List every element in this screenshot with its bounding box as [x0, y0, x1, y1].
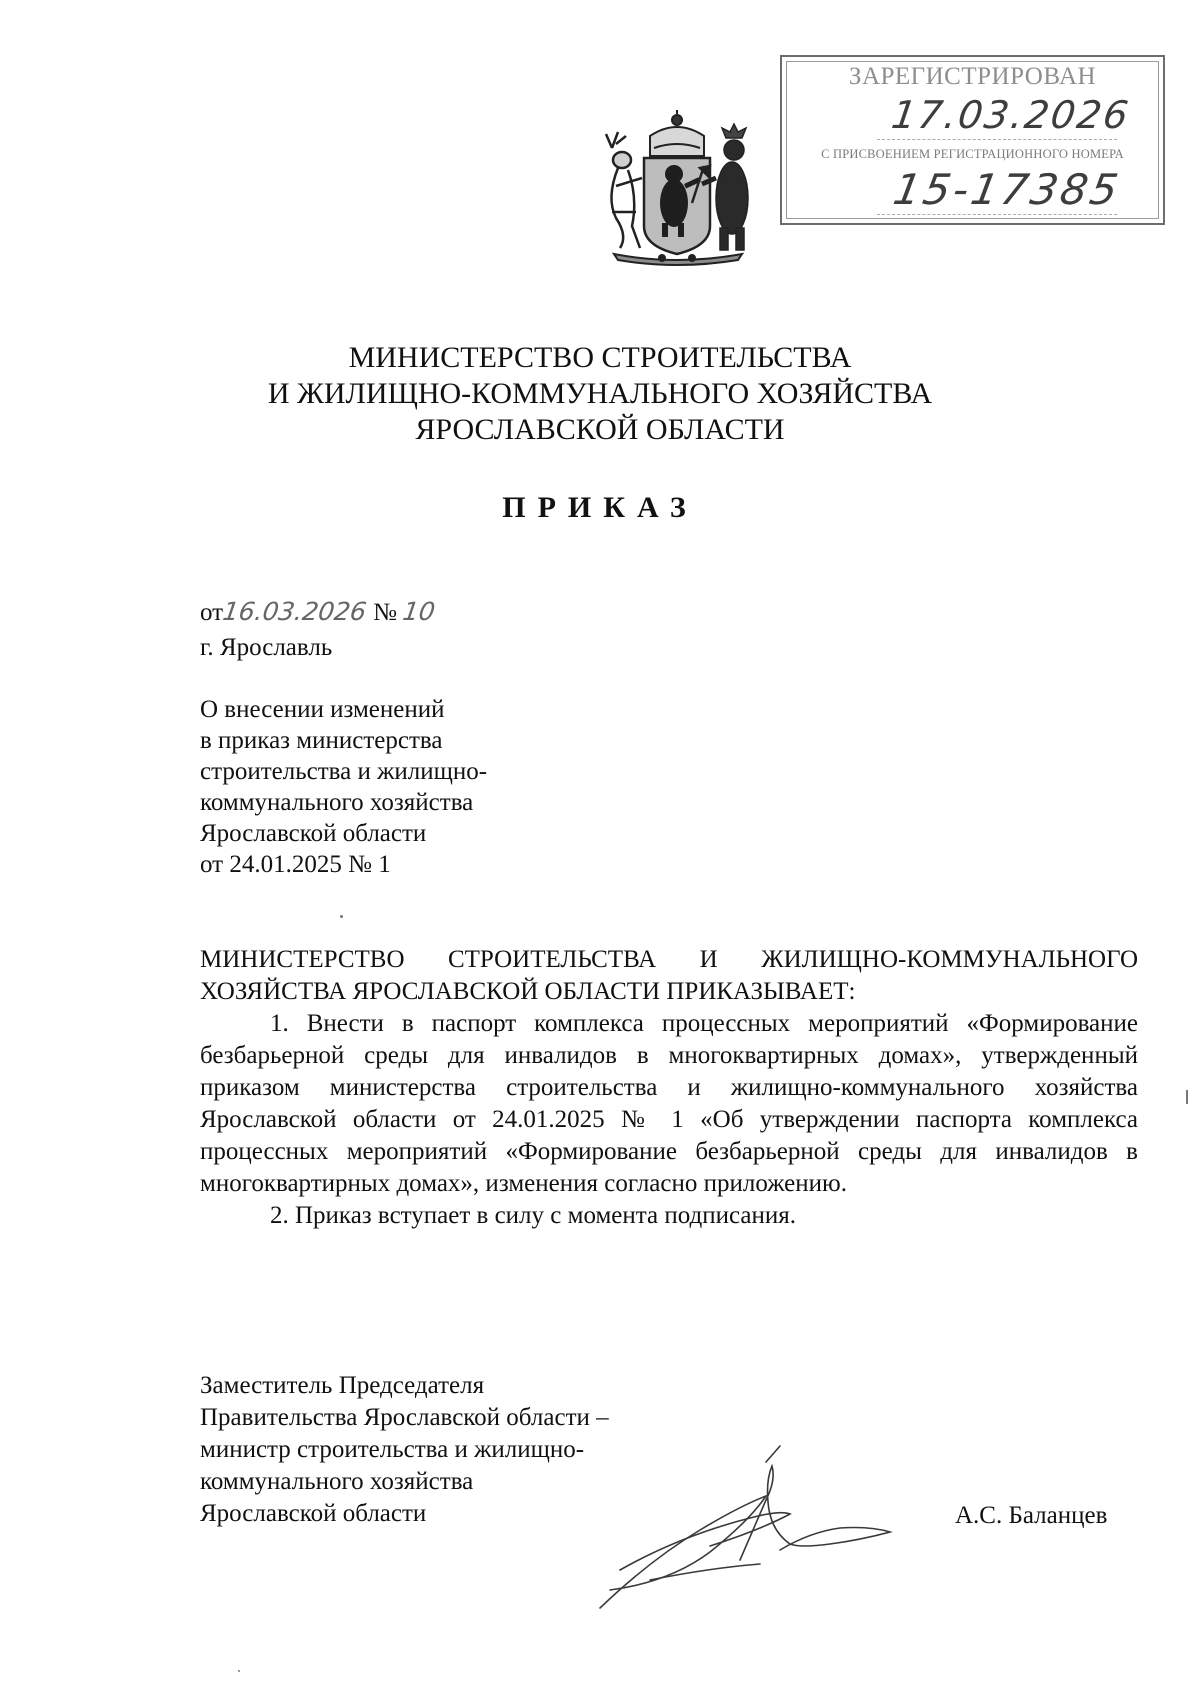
scan-speck	[340, 915, 343, 918]
ministry-header	[200, 340, 1000, 448]
stamp-date: 17.03.2026	[888, 93, 1133, 137]
position-line: Заместитель Председателя	[200, 1372, 485, 1399]
base-ornament-icon	[614, 254, 742, 265]
scan-speck	[1186, 1090, 1188, 1104]
stamp-title: ЗАРЕГИСТРИРОВАН	[848, 63, 1097, 90]
city: г. Ярославль	[200, 634, 333, 661]
stamp-subtitle: С ПРИСВОЕНИЕМ РЕГИСТРАЦИОННОГО НОМЕРА	[821, 147, 1124, 161]
stamp-date-underline	[877, 139, 1117, 140]
subject-line: коммунального хозяйства	[200, 789, 474, 816]
subject-line: О внесении изменений	[200, 696, 445, 723]
crown-icon	[650, 110, 704, 156]
preamble: МИНИСТЕРСТВО СТРОИТЕЛЬСТВА И ЖИЛИЩНО-КОММУНАЛЬНОГО ХОЗЯЙСТВА ЯРОСЛАВСКОЙ ОБЛАСТИ ПРИКАЗЫВАЕТ:	[200, 946, 1138, 1005]
order-body	[200, 944, 1138, 1232]
position-line: Ярославской области	[200, 1500, 427, 1527]
order-item-2: 2. Приказ вступает в силу с момента подписания.	[270, 1202, 796, 1229]
stamp-registration-number: 15-17385	[889, 165, 1125, 214]
handwritten-signature-icon	[590, 1440, 920, 1615]
position-line: коммунального хозяйства	[200, 1468, 474, 1495]
subject-line: строительства и жилищно-	[200, 758, 488, 785]
ministry-line-1: МИНИСТЕРСТВО СТРОИТЕЛЬСТВА	[348, 341, 852, 374]
subject-line: от 24.01.2025 № 1	[200, 851, 391, 878]
order-date-number	[200, 596, 438, 628]
order-date-handwritten: 16.03.2026	[221, 597, 369, 626]
order-item-1: 1. Внести в паспорт комплекса процессных мероприятий «Формирование безбарьерной среды для инвалидов в многоквартирных домах», утвержденный приказом министерства строительства и жилищно-коммунального хозяйства Ярославской области от 24.01.2025 № 1 «Об утверждении паспорта комплекса процессных мероприятий «Формирование безбарьерной среды для инвалидов в многоквартирных домах», изменения согласно приложению.	[200, 1010, 1138, 1197]
position-line: министр строительства и жилищно-	[200, 1436, 585, 1463]
ministry-line-3: ЯРОСЛАВСКОЙ ОБЛАСТИ	[415, 413, 785, 446]
order-subject	[200, 694, 580, 880]
subject-line: в приказ министерства	[200, 727, 443, 754]
position-line: Правительства Ярославской области –	[200, 1404, 609, 1431]
document-type-title: ПРИКАЗ	[502, 491, 698, 524]
deer-supporter-icon	[606, 132, 642, 248]
scan-speck	[238, 1670, 240, 1672]
number-label: №	[373, 599, 397, 626]
ministry-line-2: И ЖИЛИЩНО-КОММУНАЛЬНОГО ХОЗЯЙСТВА	[267, 377, 933, 410]
stamp-number-underline	[877, 214, 1117, 215]
from-label: от	[200, 599, 224, 626]
coat-of-arms-icon	[592, 108, 762, 268]
subject-line: Ярославской области	[200, 820, 427, 847]
signatory-name: А.С. Баланцев	[955, 1502, 1108, 1529]
order-number-handwritten: 10	[401, 597, 438, 626]
registration-stamp	[780, 55, 1165, 225]
